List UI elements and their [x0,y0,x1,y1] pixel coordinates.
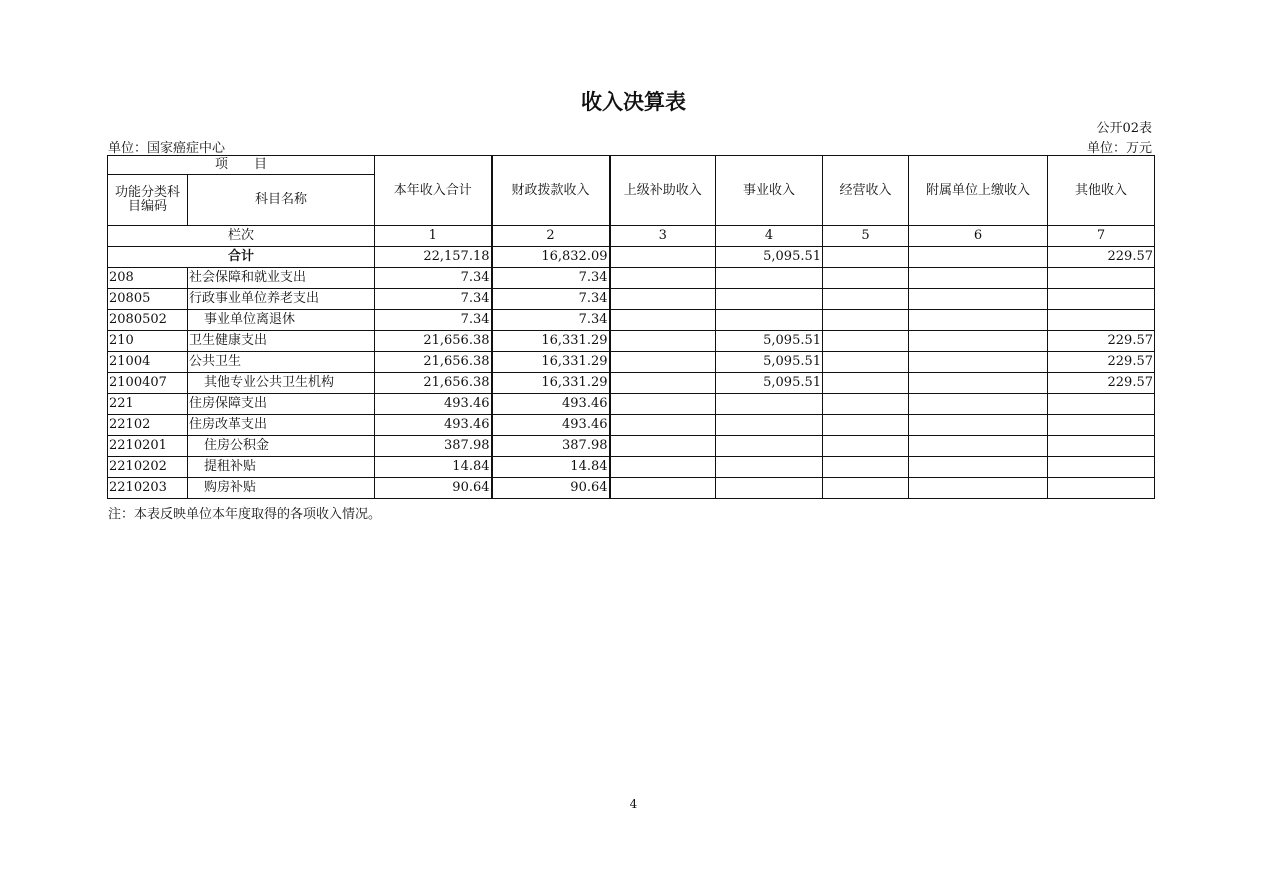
total-row [108,247,1155,268]
value-cell [909,352,1048,373]
column-number-row [108,226,1155,247]
value-cell [823,331,909,352]
total-label: 合计 [108,247,375,268]
table-row [108,373,1155,394]
page-title: 收入决算表 [581,90,686,114]
value-cell [610,373,716,394]
total-cell [610,247,716,268]
value-cell [823,436,909,457]
func-code-header: 功能分类科目编码 [108,175,188,226]
table-row [108,478,1155,499]
value-cell [909,478,1048,499]
value-cell [716,289,823,310]
col-header: 附属单位上缴收入 [909,156,1048,226]
value-cell: 90.64 [375,478,492,499]
subject-name-header: 科目名称 [188,175,375,226]
func-code-cell: 208 [108,268,188,289]
value-cell [1048,268,1155,289]
value-cell: 7.34 [375,310,492,331]
value-cell [716,310,823,331]
total-cell: 229.57 [1048,247,1155,268]
value-cell [909,331,1048,352]
subject-name-cell: 卫生健康支出 [188,331,375,352]
table-row [108,289,1155,310]
value-cell [716,394,823,415]
header-row-1 [108,156,1155,175]
subject-name-cell: 社会保障和就业支出 [188,268,375,289]
table-row [108,310,1155,331]
total-cell [909,247,1048,268]
value-cell [716,478,823,499]
subject-name-cell: 购房补贴 [188,478,375,499]
value-cell [610,415,716,436]
col-header: 财政拨款收入 [492,156,610,226]
col-number: 7 [1048,226,1155,247]
value-cell: 16,331.29 [492,331,610,352]
value-cell [823,352,909,373]
value-cell: 229.57 [1048,373,1155,394]
value-cell: 7.34 [375,268,492,289]
item-header: 项 目 [108,156,375,175]
value-cell [1048,394,1155,415]
func-code-cell: 221 [108,394,188,415]
col-header: 事业收入 [716,156,823,226]
value-cell [823,394,909,415]
total-cell: 16,832.09 [492,247,610,268]
value-cell [823,457,909,478]
total-cell: 22,157.18 [375,247,492,268]
value-cell: 493.46 [492,415,610,436]
value-cell [909,415,1048,436]
value-cell [716,415,823,436]
total-cell: 5,095.51 [716,247,823,268]
value-cell: 387.98 [375,436,492,457]
page-number: 4 [629,797,638,811]
value-cell: 90.64 [492,478,610,499]
value-cell: 7.34 [492,310,610,331]
table-row [108,436,1155,457]
func-code-cell: 2210203 [108,478,188,499]
col-number: 4 [716,226,823,247]
table-note: 注：本表反映单位本年度取得的各项收入情况。 [108,507,382,522]
func-code-cell: 20805 [108,289,188,310]
value-cell: 229.57 [1048,352,1155,373]
reporting-unit: 单位：国家癌症中心 [108,141,226,156]
value-cell [610,268,716,289]
value-cell [1048,415,1155,436]
col-header: 经营收入 [823,156,909,226]
value-cell [716,268,823,289]
func-code-cell: 22102 [108,415,188,436]
value-cell [823,373,909,394]
lanci-label: 栏次 [108,226,375,247]
table-row [108,415,1155,436]
value-cell [823,310,909,331]
col-number: 1 [375,226,492,247]
value-cell: 21,656.38 [375,373,492,394]
income-table [107,155,1155,499]
value-cell: 493.46 [375,394,492,415]
value-cell: 21,656.38 [375,331,492,352]
form-number: 公开02表 [1096,121,1152,136]
col-number: 5 [823,226,909,247]
col-number: 3 [610,226,716,247]
value-cell [610,436,716,457]
value-cell [909,373,1048,394]
value-cell [823,289,909,310]
value-cell [909,394,1048,415]
value-cell [610,310,716,331]
value-cell [716,457,823,478]
value-cell [1048,289,1155,310]
value-cell [1048,310,1155,331]
value-cell [610,478,716,499]
subject-name-cell: 事业单位离退休 [188,310,375,331]
value-cell [716,436,823,457]
value-cell: 21,656.38 [375,352,492,373]
table-row [108,268,1155,289]
value-cell [909,310,1048,331]
subject-name-cell: 住房改革支出 [188,415,375,436]
value-cell [823,478,909,499]
value-cell [610,457,716,478]
value-cell: 5,095.51 [716,352,823,373]
value-cell [909,457,1048,478]
value-cell: 7.34 [375,289,492,310]
value-cell: 16,331.29 [492,373,610,394]
col-number: 2 [492,226,610,247]
col-header: 本年收入合计 [375,156,492,226]
table-row [108,394,1155,415]
value-cell: 16,331.29 [492,352,610,373]
value-cell: 493.46 [492,394,610,415]
func-code-cell: 2080502 [108,310,188,331]
func-code-cell: 2100407 [108,373,188,394]
value-cell [610,352,716,373]
subject-name-cell: 行政事业单位养老支出 [188,289,375,310]
subject-name-cell: 其他专业公共卫生机构 [188,373,375,394]
value-cell: 5,095.51 [716,331,823,352]
value-cell [1048,478,1155,499]
col-header: 上级补助收入 [610,156,716,226]
table-row [108,457,1155,478]
total-cell [823,247,909,268]
currency-unit: 单位：万元 [1086,141,1152,156]
value-cell: 7.34 [492,289,610,310]
table-row [108,352,1155,373]
subject-name-cell: 住房公积金 [188,436,375,457]
value-cell: 493.46 [375,415,492,436]
value-cell: 5,095.51 [716,373,823,394]
col-number: 6 [909,226,1048,247]
value-cell: 14.84 [375,457,492,478]
value-cell: 387.98 [492,436,610,457]
func-code-cell: 2210201 [108,436,188,457]
value-cell [610,331,716,352]
value-cell [823,415,909,436]
subject-name-cell: 提租补贴 [188,457,375,478]
col-header: 其他收入 [1048,156,1155,226]
value-cell [823,268,909,289]
value-cell: 14.84 [492,457,610,478]
value-cell [909,268,1048,289]
func-code-cell: 2210202 [108,457,188,478]
subject-name-cell: 公共卫生 [188,352,375,373]
table-row [108,331,1155,352]
value-cell: 229.57 [1048,331,1155,352]
value-cell: 7.34 [492,268,610,289]
value-cell [1048,436,1155,457]
value-cell [909,436,1048,457]
value-cell [610,394,716,415]
value-cell [610,289,716,310]
subject-name-cell: 住房保障支出 [188,394,375,415]
func-code-cell: 210 [108,331,188,352]
value-cell [909,289,1048,310]
func-code-cell: 21004 [108,352,188,373]
value-cell [1048,457,1155,478]
